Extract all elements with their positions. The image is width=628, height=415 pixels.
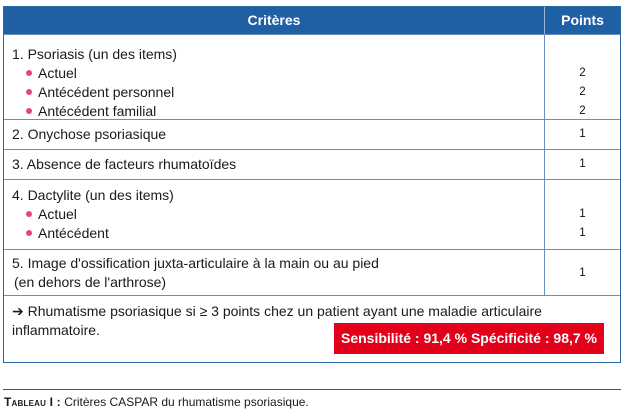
item-label: Actuel <box>38 206 77 222</box>
points-value: 1 <box>579 208 586 220</box>
row-title: 1. Psoriasis (un des items) <box>12 46 177 62</box>
points-value: 2 <box>579 67 586 79</box>
row-title: 5. Image d'ossification juxta-articulaire à la main ou au pied <box>12 255 379 271</box>
item-label: Actuel <box>38 65 77 81</box>
table-row <box>4 149 620 179</box>
table-caption <box>4 395 309 409</box>
bullet-icon <box>26 89 32 95</box>
caspar-table <box>3 6 621 363</box>
sensitivity-badge: Sensibilité : 91,4 % Spécificité : 98,7 % <box>334 323 604 354</box>
item-label: Antécédent <box>38 225 109 241</box>
table-row <box>4 179 620 249</box>
item-label: Antécédent familial <box>38 103 157 119</box>
points-value: 2 <box>579 105 586 117</box>
points-value: 1 <box>579 158 586 170</box>
table-row <box>4 34 620 119</box>
table-row <box>4 249 620 295</box>
caption-label: Tableau I : <box>4 395 61 409</box>
bullet-icon <box>26 70 32 76</box>
points-value: 1 <box>579 267 586 279</box>
row-title-cont: (en dehors de l'arthrose) <box>14 274 167 290</box>
points-value: 1 <box>579 227 586 239</box>
caption-divider <box>3 389 621 390</box>
item-label: Antécédent personnel <box>38 84 175 100</box>
table-header <box>4 7 620 34</box>
bullet-icon <box>26 211 32 217</box>
table-row <box>4 119 620 149</box>
caption-text: Critères CASPAR du rhumatisme psoriasique. <box>60 395 309 409</box>
points-value: 1 <box>579 128 586 140</box>
row-title: 4. Dactylite (un des items) <box>12 187 174 203</box>
points-value: 2 <box>579 86 586 98</box>
bullet-icon <box>26 108 32 114</box>
header-criteria: Critères <box>4 7 545 34</box>
table-footer <box>4 295 620 362</box>
conclusion-text: ➔ Rhumatisme psoriasique si ≥ 3 points chez un patient ayant une maladie articulaire inflammatoire. <box>12 303 542 338</box>
row-title: 3. Absence de facteurs rhumatoïdes <box>12 156 237 172</box>
bullet-icon <box>26 230 32 236</box>
row-title: 2. Onychose psoriasique <box>12 126 167 142</box>
header-points: Points <box>561 12 604 28</box>
